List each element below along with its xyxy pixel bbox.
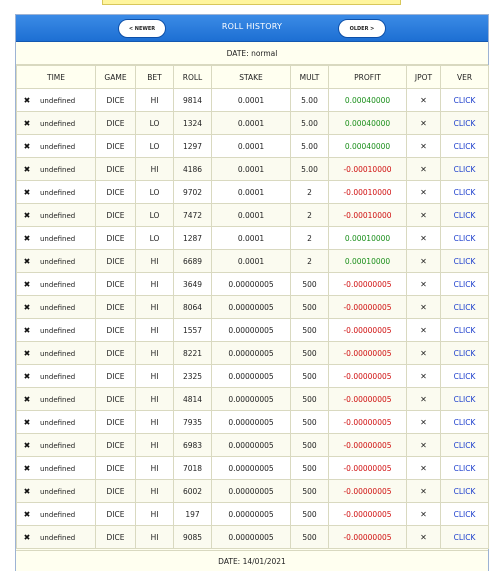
verify-link[interactable]: CLICK — [453, 532, 476, 542]
bet-cell: HI — [136, 365, 174, 388]
roll-cell: 9702 — [174, 181, 212, 204]
verify-cell — [441, 135, 489, 158]
mult-cell: 500 — [291, 480, 329, 503]
time-value: undefined — [40, 96, 76, 105]
verify-cell — [441, 273, 489, 296]
time-value: undefined — [40, 487, 76, 496]
verify-link[interactable]: CLICK — [453, 164, 476, 174]
bet-marker-icon: ✖ — [23, 440, 31, 450]
verify-cell — [441, 342, 489, 365]
profit-cell: -0.00000005 — [329, 526, 407, 549]
bet-marker-icon: ✖ — [23, 302, 31, 312]
time-cell — [17, 227, 96, 250]
roll-cell: 4814 — [174, 388, 212, 411]
mult-cell: 500 — [291, 457, 329, 480]
stake-cell: 0.0001 — [212, 181, 291, 204]
profit-cell: -0.00000005 — [329, 388, 407, 411]
roll-cell: 8064 — [174, 296, 212, 319]
table-row — [17, 434, 489, 457]
time-value: undefined — [40, 372, 76, 381]
bet-marker-icon: ✖ — [23, 463, 31, 473]
verify-link[interactable]: CLICK — [453, 210, 476, 220]
mult-cell: 2 — [291, 181, 329, 204]
time-cell — [17, 273, 96, 296]
verify-cell — [441, 503, 489, 526]
older-button[interactable]: OLDER > — [338, 19, 386, 38]
stake-cell: 0.00000005 — [212, 526, 291, 549]
profit-cell: 0.00010000 — [329, 250, 407, 273]
time-value: undefined — [40, 510, 76, 519]
profit-cell: 0.00040000 — [329, 135, 407, 158]
col-header-stake: STAKE — [212, 66, 291, 89]
bet-marker-icon: ✖ — [23, 164, 31, 174]
bet-marker-icon: ✖ — [23, 417, 31, 427]
profit-cell: -0.00000005 — [329, 365, 407, 388]
time-cell — [17, 526, 96, 549]
bet-cell: LO — [136, 227, 174, 250]
stake-cell: 0.0001 — [212, 158, 291, 181]
mult-cell: 2 — [291, 204, 329, 227]
time-value: undefined — [40, 533, 76, 542]
profit-cell: -0.00000005 — [329, 434, 407, 457]
bet-marker-icon: ✖ — [23, 256, 31, 266]
jackpot-cell: ✕ — [407, 158, 441, 181]
verify-link[interactable]: CLICK — [453, 325, 476, 335]
col-header-time: TIME — [17, 66, 96, 89]
bet-marker-icon: ✖ — [23, 233, 31, 243]
bet-marker-icon: ✖ — [23, 371, 31, 381]
bet-marker-icon: ✖ — [23, 95, 31, 105]
game-cell: DICE — [96, 135, 136, 158]
time-value: undefined — [40, 119, 76, 128]
verify-link[interactable]: CLICK — [453, 187, 476, 197]
jackpot-cell: ✕ — [407, 434, 441, 457]
game-cell: DICE — [96, 227, 136, 250]
table-row — [17, 158, 489, 181]
time-cell — [17, 365, 96, 388]
profit-cell: -0.00010000 — [329, 204, 407, 227]
roll-cell: 6689 — [174, 250, 212, 273]
stake-cell: 0.00000005 — [212, 457, 291, 480]
game-cell: DICE — [96, 365, 136, 388]
table-row — [17, 365, 489, 388]
col-header-game: GAME — [96, 66, 136, 89]
panel-title: ROLL HISTORY — [221, 22, 283, 31]
roll-cell: 9814 — [174, 89, 212, 112]
stake-cell: 0.0001 — [212, 250, 291, 273]
verify-link[interactable]: CLICK — [453, 348, 476, 358]
verify-link[interactable]: CLICK — [453, 118, 476, 128]
stake-cell: 0.00000005 — [212, 503, 291, 526]
time-cell — [17, 503, 96, 526]
roll-cell: 7018 — [174, 457, 212, 480]
bet-marker-icon: ✖ — [23, 394, 31, 404]
bet-cell: HI — [136, 89, 174, 112]
game-cell: DICE — [96, 411, 136, 434]
profit-cell: 0.00010000 — [329, 227, 407, 250]
game-cell: DICE — [96, 480, 136, 503]
game-cell: DICE — [96, 158, 136, 181]
mult-cell: 5.00 — [291, 112, 329, 135]
bet-cell: HI — [136, 503, 174, 526]
mult-cell: 500 — [291, 434, 329, 457]
verify-cell — [441, 526, 489, 549]
table-row — [17, 204, 489, 227]
verify-link[interactable]: CLICK — [453, 141, 476, 151]
bet-cell: HI — [136, 411, 174, 434]
bet-marker-icon: ✖ — [23, 348, 31, 358]
roll-cell: 1297 — [174, 135, 212, 158]
table-row — [17, 250, 489, 273]
stake-cell: 0.00000005 — [212, 411, 291, 434]
bet-cell: HI — [136, 158, 174, 181]
profit-cell: -0.00000005 — [329, 273, 407, 296]
verify-cell — [441, 457, 489, 480]
jackpot-cell: ✕ — [407, 457, 441, 480]
bet-marker-icon: ✖ — [23, 532, 31, 542]
jackpot-cell: ✕ — [407, 342, 441, 365]
game-cell: DICE — [96, 273, 136, 296]
verify-link[interactable]: CLICK — [453, 440, 476, 450]
verify-link[interactable]: CLICK — [453, 486, 476, 496]
col-header-roll: ROLL — [174, 66, 212, 89]
verify-link[interactable]: CLICK — [453, 463, 476, 473]
time-value: undefined — [40, 303, 76, 312]
game-cell: DICE — [96, 388, 136, 411]
stake-cell: 0.00000005 — [212, 319, 291, 342]
mult-cell: 5.00 — [291, 135, 329, 158]
mult-cell: 500 — [291, 273, 329, 296]
bet-marker-icon: ✖ — [23, 187, 31, 197]
jackpot-cell: ✕ — [407, 135, 441, 158]
footer-date: DATE: 14/01/2021 — [16, 550, 488, 571]
roll-cell: 4186 — [174, 158, 212, 181]
verify-link[interactable]: CLICK — [453, 417, 476, 427]
jackpot-cell: ✕ — [407, 250, 441, 273]
time-cell — [17, 250, 96, 273]
roll-cell: 9085 — [174, 526, 212, 549]
table-row — [17, 135, 489, 158]
verify-cell — [441, 388, 489, 411]
mult-cell: 500 — [291, 365, 329, 388]
mult-cell: 2 — [291, 250, 329, 273]
time-cell — [17, 89, 96, 112]
jackpot-cell: ✕ — [407, 181, 441, 204]
time-cell — [17, 342, 96, 365]
profit-cell: 0.00040000 — [329, 112, 407, 135]
roll-cell: 1557 — [174, 319, 212, 342]
col-header-bet: BET — [136, 66, 174, 89]
verify-cell — [441, 204, 489, 227]
time-value: undefined — [40, 211, 76, 220]
roll-cell: 1287 — [174, 227, 212, 250]
roll-cell: 3649 — [174, 273, 212, 296]
game-cell: DICE — [96, 296, 136, 319]
jackpot-cell: ✕ — [407, 411, 441, 434]
time-value: undefined — [40, 165, 76, 174]
verify-cell — [441, 434, 489, 457]
verify-cell — [441, 227, 489, 250]
top-banner-strip — [102, 0, 401, 5]
jackpot-cell: ✕ — [407, 319, 441, 342]
stake-cell: 0.00000005 — [212, 296, 291, 319]
mult-cell: 500 — [291, 388, 329, 411]
verify-cell — [441, 296, 489, 319]
time-value: undefined — [40, 464, 76, 473]
profit-cell: -0.00010000 — [329, 181, 407, 204]
table-header-row — [17, 66, 489, 89]
table-row — [17, 112, 489, 135]
roll-cell: 7935 — [174, 411, 212, 434]
verify-cell — [441, 250, 489, 273]
jackpot-cell: ✕ — [407, 480, 441, 503]
jackpot-cell: ✕ — [407, 112, 441, 135]
verify-cell — [441, 319, 489, 342]
col-header-jpot: JPOT — [407, 66, 441, 89]
game-cell: DICE — [96, 181, 136, 204]
verify-link[interactable]: CLICK — [453, 256, 476, 266]
col-header-profit: PROFIT — [329, 66, 407, 89]
bet-cell: LO — [136, 135, 174, 158]
bet-marker-icon: ✖ — [23, 210, 31, 220]
profit-cell: -0.00000005 — [329, 480, 407, 503]
game-cell: DICE — [96, 434, 136, 457]
game-cell: DICE — [96, 457, 136, 480]
table-row — [17, 342, 489, 365]
mult-cell: 5.00 — [291, 158, 329, 181]
profit-cell: -0.00000005 — [329, 296, 407, 319]
bet-cell: HI — [136, 457, 174, 480]
time-value: undefined — [40, 326, 76, 335]
stake-cell: 0.00000005 — [212, 434, 291, 457]
verify-link[interactable]: CLICK — [453, 302, 476, 312]
profit-cell: -0.00010000 — [329, 158, 407, 181]
bet-marker-icon: ✖ — [23, 509, 31, 519]
profit-cell: -0.00000005 — [329, 342, 407, 365]
table-row — [17, 227, 489, 250]
roll-cell: 6002 — [174, 480, 212, 503]
bet-cell: HI — [136, 480, 174, 503]
game-cell: DICE — [96, 526, 136, 549]
roll-cell: 2325 — [174, 365, 212, 388]
panel-header — [16, 15, 488, 42]
stake-cell: 0.00000005 — [212, 273, 291, 296]
stake-cell: 0.00000005 — [212, 342, 291, 365]
verify-link[interactable]: CLICK — [453, 233, 476, 243]
bet-cell: HI — [136, 342, 174, 365]
bet-marker-icon: ✖ — [23, 279, 31, 289]
stake-cell: 0.0001 — [212, 135, 291, 158]
date-mode-label: DATE: normal — [16, 42, 488, 65]
time-value: undefined — [40, 280, 76, 289]
verify-cell — [441, 411, 489, 434]
bet-cell: HI — [136, 434, 174, 457]
table-row — [17, 480, 489, 503]
time-cell — [17, 480, 96, 503]
time-cell — [17, 411, 96, 434]
jackpot-cell: ✕ — [407, 273, 441, 296]
mult-cell: 500 — [291, 296, 329, 319]
time-cell — [17, 388, 96, 411]
bet-cell: HI — [136, 250, 174, 273]
mult-cell: 500 — [291, 526, 329, 549]
stake-cell: 0.00000005 — [212, 388, 291, 411]
mult-cell: 500 — [291, 411, 329, 434]
time-cell — [17, 434, 96, 457]
table-row — [17, 273, 489, 296]
table-row — [17, 457, 489, 480]
mult-cell: 5.00 — [291, 89, 329, 112]
jackpot-cell: ✕ — [407, 227, 441, 250]
table-row — [17, 503, 489, 526]
verify-cell — [441, 112, 489, 135]
game-cell: DICE — [96, 250, 136, 273]
col-header-mult: MULT — [291, 66, 329, 89]
roll-history-panel — [15, 14, 489, 571]
verify-cell — [441, 181, 489, 204]
bet-cell: HI — [136, 273, 174, 296]
time-value: undefined — [40, 257, 76, 266]
time-cell — [17, 112, 96, 135]
verify-cell — [441, 158, 489, 181]
newer-button[interactable]: < NEWER — [118, 19, 166, 38]
verify-cell — [441, 365, 489, 388]
bet-cell: LO — [136, 181, 174, 204]
mult-cell: 2 — [291, 227, 329, 250]
time-cell — [17, 296, 96, 319]
bet-cell: HI — [136, 526, 174, 549]
bet-cell: HI — [136, 319, 174, 342]
game-cell: DICE — [96, 503, 136, 526]
time-cell — [17, 319, 96, 342]
table-row — [17, 319, 489, 342]
profit-cell: -0.00000005 — [329, 319, 407, 342]
bet-cell: LO — [136, 112, 174, 135]
stake-cell: 0.00000005 — [212, 365, 291, 388]
time-value: undefined — [40, 188, 76, 197]
bet-cell: HI — [136, 296, 174, 319]
verify-link[interactable]: CLICK — [453, 279, 476, 289]
roll-cell: 7472 — [174, 204, 212, 227]
stake-cell: 0.0001 — [212, 112, 291, 135]
jackpot-cell: ✕ — [407, 204, 441, 227]
bet-marker-icon: ✖ — [23, 486, 31, 496]
profit-cell: -0.00000005 — [329, 503, 407, 526]
roll-cell: 1324 — [174, 112, 212, 135]
mult-cell: 500 — [291, 503, 329, 526]
mult-cell: 500 — [291, 342, 329, 365]
roll-cell: 6983 — [174, 434, 212, 457]
bet-marker-icon: ✖ — [23, 118, 31, 128]
bet-cell: LO — [136, 204, 174, 227]
game-cell: DICE — [96, 204, 136, 227]
table-body — [17, 89, 489, 549]
time-value: undefined — [40, 441, 76, 450]
verify-link[interactable]: CLICK — [453, 371, 476, 381]
verify-cell — [441, 89, 489, 112]
verify-link[interactable]: CLICK — [453, 394, 476, 404]
time-cell — [17, 181, 96, 204]
time-value: undefined — [40, 142, 76, 151]
stake-cell: 0.00000005 — [212, 480, 291, 503]
mult-cell: 500 — [291, 319, 329, 342]
jackpot-cell: ✕ — [407, 388, 441, 411]
time-value: undefined — [40, 234, 76, 243]
table-row — [17, 89, 489, 112]
roll-cell: 8221 — [174, 342, 212, 365]
jackpot-cell: ✕ — [407, 526, 441, 549]
jackpot-cell: ✕ — [407, 503, 441, 526]
time-value: undefined — [40, 395, 76, 404]
stake-cell: 0.0001 — [212, 204, 291, 227]
time-cell — [17, 457, 96, 480]
game-cell: DICE — [96, 342, 136, 365]
time-cell — [17, 135, 96, 158]
profit-cell: -0.00000005 — [329, 457, 407, 480]
roll-history-table — [16, 65, 489, 549]
stake-cell: 0.0001 — [212, 227, 291, 250]
jackpot-cell: ✕ — [407, 296, 441, 319]
table-row — [17, 388, 489, 411]
game-cell: DICE — [96, 319, 136, 342]
time-value: undefined — [40, 418, 76, 427]
col-header-ver: VER — [441, 66, 489, 89]
table-row — [17, 411, 489, 434]
verify-link[interactable]: CLICK — [453, 95, 476, 105]
roll-cell: 197 — [174, 503, 212, 526]
stake-cell: 0.0001 — [212, 89, 291, 112]
time-cell — [17, 204, 96, 227]
jackpot-cell: ✕ — [407, 365, 441, 388]
table-row — [17, 181, 489, 204]
game-cell: DICE — [96, 89, 136, 112]
time-cell — [17, 158, 96, 181]
game-cell: DICE — [96, 112, 136, 135]
bet-marker-icon: ✖ — [23, 141, 31, 151]
verify-cell — [441, 480, 489, 503]
profit-cell: 0.00040000 — [329, 89, 407, 112]
table-row — [17, 296, 489, 319]
table-row — [17, 526, 489, 549]
verify-link[interactable]: CLICK — [453, 509, 476, 519]
bet-marker-icon: ✖ — [23, 325, 31, 335]
profit-cell: -0.00000005 — [329, 411, 407, 434]
time-value: undefined — [40, 349, 76, 358]
bet-cell: HI — [136, 388, 174, 411]
jackpot-cell: ✕ — [407, 89, 441, 112]
